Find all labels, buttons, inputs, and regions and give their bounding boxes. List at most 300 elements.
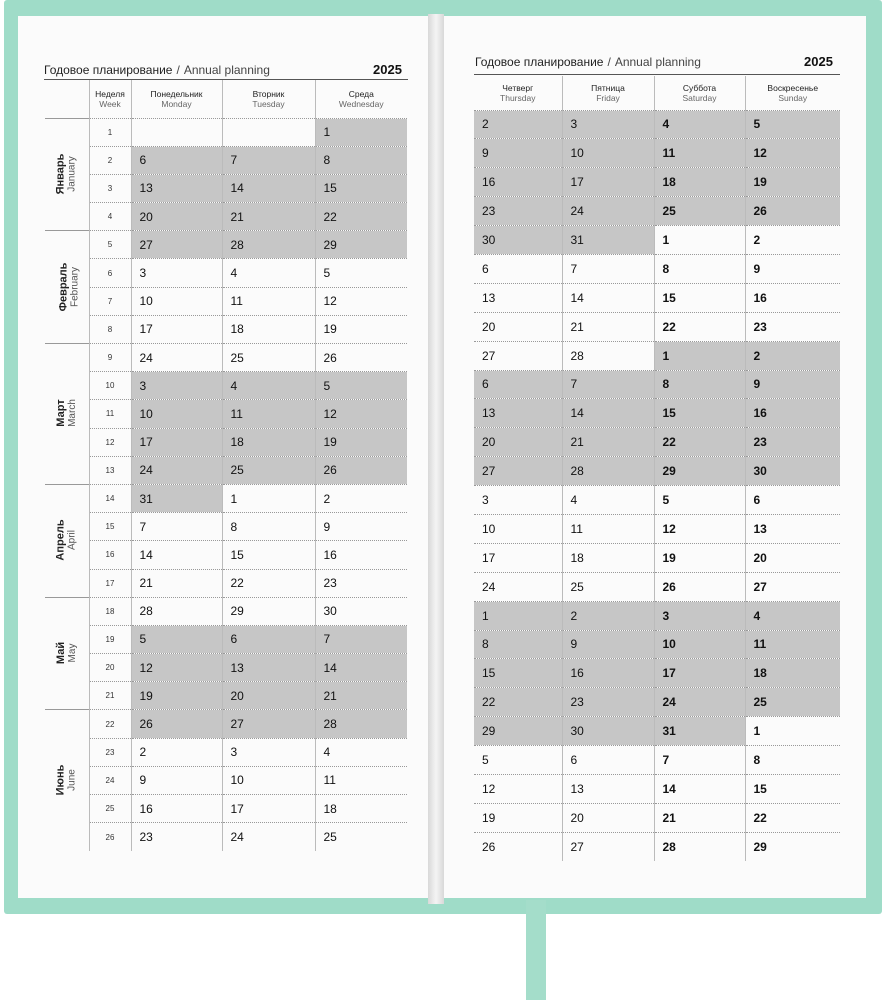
header-en: Sunday bbox=[778, 92, 808, 103]
week-row bbox=[45, 823, 407, 851]
day-cell: 21 bbox=[562, 428, 654, 457]
day-header bbox=[89, 80, 131, 118]
day-cell: 24 bbox=[222, 823, 315, 851]
week-row bbox=[474, 630, 840, 659]
day-cell: 2 bbox=[562, 601, 654, 630]
day-cell: 15 bbox=[315, 174, 407, 202]
day-cell: 17 bbox=[474, 543, 562, 572]
week-row bbox=[45, 400, 407, 428]
day-cell: 14 bbox=[654, 774, 745, 803]
week-number: 9 bbox=[89, 344, 131, 372]
day-cell: 27 bbox=[474, 341, 562, 370]
week-row bbox=[45, 484, 407, 512]
day-cell: 12 bbox=[474, 774, 562, 803]
day-cell: 8 bbox=[654, 370, 745, 399]
week-row bbox=[45, 344, 407, 372]
day-cell: 6 bbox=[474, 370, 562, 399]
day-cell: 29 bbox=[222, 597, 315, 625]
day-cell: 27 bbox=[745, 572, 840, 601]
day-cell: 18 bbox=[654, 168, 745, 197]
title-ru: Годовое планирование bbox=[475, 55, 604, 69]
week-number: 2 bbox=[89, 146, 131, 174]
day-cell: 23 bbox=[474, 197, 562, 226]
day-cell: 13 bbox=[474, 283, 562, 312]
day-cell: 8 bbox=[474, 630, 562, 659]
day-cell: 16 bbox=[562, 659, 654, 688]
month-ru: Февраль bbox=[57, 262, 70, 312]
day-cell: 18 bbox=[222, 315, 315, 343]
day-cell: 11 bbox=[315, 766, 407, 794]
day-cell: 28 bbox=[562, 341, 654, 370]
day-cell: 25 bbox=[745, 688, 840, 717]
week-row bbox=[474, 543, 840, 572]
header-en: Friday bbox=[596, 92, 620, 103]
week-row bbox=[45, 174, 407, 202]
day-cell: 13 bbox=[562, 774, 654, 803]
week-number: 20 bbox=[89, 654, 131, 682]
day-cell: 21 bbox=[562, 312, 654, 341]
week-row bbox=[45, 654, 407, 682]
day-cell: 21 bbox=[222, 203, 315, 231]
day-cell: 26 bbox=[474, 832, 562, 861]
day-cell: 22 bbox=[654, 312, 745, 341]
title-en: Annual planning bbox=[183, 63, 270, 77]
day-cell: 23 bbox=[315, 569, 407, 597]
day-cell: 6 bbox=[562, 746, 654, 775]
week-row bbox=[474, 832, 840, 861]
day-cell: 27 bbox=[131, 231, 222, 259]
month-en: May bbox=[66, 643, 78, 663]
week-row bbox=[45, 118, 407, 146]
day-cell: 3 bbox=[474, 486, 562, 515]
day-cell: 5 bbox=[315, 372, 407, 400]
day-cell: 14 bbox=[562, 283, 654, 312]
header-en: Week bbox=[99, 98, 121, 109]
day-cell: 19 bbox=[654, 543, 745, 572]
week-row bbox=[474, 717, 840, 746]
week-row bbox=[474, 168, 840, 197]
week-row bbox=[45, 456, 407, 484]
day-cell: 9 bbox=[562, 630, 654, 659]
header-en: Monday bbox=[161, 98, 192, 109]
header-ru: Среда bbox=[348, 88, 374, 99]
day-cell: 24 bbox=[131, 456, 222, 484]
week-row bbox=[45, 766, 407, 794]
day-header bbox=[315, 80, 407, 118]
day-header bbox=[222, 80, 315, 118]
header-ru: Пятница bbox=[591, 82, 625, 93]
week-number: 12 bbox=[89, 428, 131, 456]
day-cell: 14 bbox=[562, 399, 654, 428]
week-row bbox=[45, 287, 407, 315]
day-cell: 14 bbox=[315, 654, 407, 682]
day-cell: 15 bbox=[654, 283, 745, 312]
day-cell: 3 bbox=[131, 372, 222, 400]
day-cell: 11 bbox=[745, 630, 840, 659]
day-cell: 2 bbox=[474, 110, 562, 139]
day-cell: 24 bbox=[474, 572, 562, 601]
day-cell: 10 bbox=[222, 766, 315, 794]
day-cell: 7 bbox=[562, 254, 654, 283]
day-cell: 10 bbox=[474, 514, 562, 543]
week-row bbox=[45, 710, 407, 738]
week-row bbox=[474, 370, 840, 399]
day-cell: 3 bbox=[654, 601, 745, 630]
day-cell: 27 bbox=[222, 710, 315, 738]
day-cell: 26 bbox=[315, 456, 407, 484]
day-cell: 17 bbox=[562, 168, 654, 197]
week-number: 1 bbox=[89, 118, 131, 146]
day-cell: 8 bbox=[745, 746, 840, 775]
day-cell: 15 bbox=[745, 774, 840, 803]
day-cell: 4 bbox=[654, 110, 745, 139]
day-cell: 11 bbox=[654, 139, 745, 168]
day-cell: 17 bbox=[654, 659, 745, 688]
week-number: 4 bbox=[89, 203, 131, 231]
day-cell: 5 bbox=[315, 259, 407, 287]
day-cell: 9 bbox=[131, 766, 222, 794]
day-cell: 5 bbox=[745, 110, 840, 139]
day-cell: 31 bbox=[562, 226, 654, 255]
day-cell: 9 bbox=[745, 254, 840, 283]
day-cell: 17 bbox=[222, 795, 315, 823]
day-cell: 26 bbox=[745, 197, 840, 226]
week-number: 3 bbox=[89, 174, 131, 202]
day-cell: 25 bbox=[562, 572, 654, 601]
week-row bbox=[45, 259, 407, 287]
week-row bbox=[474, 774, 840, 803]
day-cell: 3 bbox=[562, 110, 654, 139]
day-cell: 3 bbox=[131, 259, 222, 287]
day-cell: 6 bbox=[222, 625, 315, 653]
day-cell: 22 bbox=[315, 203, 407, 231]
day-cell: 28 bbox=[222, 231, 315, 259]
week-row bbox=[474, 601, 840, 630]
day-cell: 7 bbox=[654, 746, 745, 775]
left-page-year: 2025 bbox=[373, 62, 402, 77]
day-cell: 1 bbox=[654, 341, 745, 370]
day-cell: 21 bbox=[315, 682, 407, 710]
day-cell: 22 bbox=[654, 428, 745, 457]
day-cell: 28 bbox=[562, 457, 654, 486]
day-cell: 30 bbox=[315, 597, 407, 625]
month-en: March bbox=[66, 399, 78, 428]
day-cell: 14 bbox=[131, 541, 222, 569]
month-ru: Апрель bbox=[54, 519, 67, 561]
week-number: 11 bbox=[89, 400, 131, 428]
day-cell: 1 bbox=[745, 717, 840, 746]
day-cell: 1 bbox=[315, 118, 407, 146]
day-cell: 1 bbox=[474, 601, 562, 630]
day-cell: 18 bbox=[745, 659, 840, 688]
day-cell: 12 bbox=[315, 287, 407, 315]
day-cell: 21 bbox=[654, 803, 745, 832]
day-cell bbox=[131, 118, 222, 146]
left-page-title: Годовое планирование / Annual planning bbox=[44, 63, 270, 77]
week-row bbox=[45, 231, 407, 259]
week-number: 21 bbox=[89, 682, 131, 710]
day-header bbox=[474, 76, 562, 110]
day-cell: 13 bbox=[131, 174, 222, 202]
day-cell: 13 bbox=[222, 654, 315, 682]
week-row bbox=[45, 625, 407, 653]
day-cell: 6 bbox=[474, 254, 562, 283]
week-number: 8 bbox=[89, 315, 131, 343]
week-row bbox=[45, 203, 407, 231]
week-number: 14 bbox=[89, 484, 131, 512]
month-en: February bbox=[69, 266, 81, 307]
week-row bbox=[474, 312, 840, 341]
right-page-year: 2025 bbox=[804, 54, 833, 69]
month-label bbox=[45, 231, 89, 344]
day-cell: 10 bbox=[131, 287, 222, 315]
week-row bbox=[45, 513, 407, 541]
day-cell: 8 bbox=[654, 254, 745, 283]
day-cell: 29 bbox=[654, 457, 745, 486]
right-calendar-grid bbox=[474, 76, 840, 861]
week-row bbox=[474, 688, 840, 717]
day-cell: 10 bbox=[562, 139, 654, 168]
week-row bbox=[474, 110, 840, 139]
header-ru: Четверг bbox=[502, 82, 534, 93]
day-cell: 4 bbox=[222, 259, 315, 287]
day-cell: 30 bbox=[562, 717, 654, 746]
day-cell: 7 bbox=[562, 370, 654, 399]
month-label-text bbox=[55, 400, 79, 428]
week-number: 17 bbox=[89, 569, 131, 597]
month-ru: Июнь bbox=[54, 764, 67, 796]
week-number: 22 bbox=[89, 710, 131, 738]
header-en: Saturday bbox=[682, 92, 717, 103]
day-cell: 7 bbox=[131, 513, 222, 541]
day-cell: 14 bbox=[222, 174, 315, 202]
week-row bbox=[474, 197, 840, 226]
day-cell: 25 bbox=[315, 823, 407, 851]
week-number: 10 bbox=[89, 372, 131, 400]
month-ru: Январь bbox=[54, 153, 67, 195]
day-cell: 20 bbox=[474, 312, 562, 341]
week-row bbox=[474, 486, 840, 515]
day-cell: 19 bbox=[474, 803, 562, 832]
day-cell: 5 bbox=[131, 625, 222, 653]
week-row bbox=[45, 541, 407, 569]
day-cell: 17 bbox=[131, 315, 222, 343]
right-page-title: Годовое планирование / Annual planning bbox=[475, 55, 701, 69]
day-cell: 1 bbox=[222, 484, 315, 512]
week-number: 26 bbox=[89, 823, 131, 851]
day-cell: 16 bbox=[315, 541, 407, 569]
day-cell: 9 bbox=[745, 370, 840, 399]
day-cell: 1 bbox=[654, 226, 745, 255]
day-cell: 15 bbox=[222, 541, 315, 569]
day-cell: 7 bbox=[222, 146, 315, 174]
day-cell: 25 bbox=[222, 344, 315, 372]
day-cell: 16 bbox=[745, 283, 840, 312]
week-row bbox=[474, 254, 840, 283]
day-cell: 2 bbox=[315, 484, 407, 512]
day-cell: 27 bbox=[474, 457, 562, 486]
day-cell: 19 bbox=[131, 682, 222, 710]
day-cell: 29 bbox=[315, 231, 407, 259]
day-cell: 23 bbox=[131, 823, 222, 851]
day-cell: 30 bbox=[745, 457, 840, 486]
month-label bbox=[45, 597, 89, 710]
week-number: 6 bbox=[89, 259, 131, 287]
week-row bbox=[474, 399, 840, 428]
header-en: Thursday bbox=[500, 92, 536, 103]
day-cell: 26 bbox=[131, 710, 222, 738]
day-cell: 24 bbox=[562, 197, 654, 226]
month-header-blank bbox=[45, 80, 89, 118]
week-row bbox=[45, 795, 407, 823]
week-number: 24 bbox=[89, 766, 131, 794]
week-row bbox=[45, 597, 407, 625]
day-cell: 13 bbox=[745, 514, 840, 543]
week-number: 23 bbox=[89, 738, 131, 766]
week-row bbox=[474, 283, 840, 312]
day-cell: 24 bbox=[654, 688, 745, 717]
month-en: June bbox=[66, 769, 78, 791]
day-header bbox=[745, 76, 840, 110]
day-cell: 21 bbox=[131, 569, 222, 597]
day-cell: 4 bbox=[222, 372, 315, 400]
week-row bbox=[474, 457, 840, 486]
day-cell: 15 bbox=[474, 659, 562, 688]
day-cell: 16 bbox=[131, 795, 222, 823]
day-cell: 16 bbox=[745, 399, 840, 428]
book-spine bbox=[428, 14, 444, 904]
day-cell: 29 bbox=[474, 717, 562, 746]
day-cell: 7 bbox=[315, 625, 407, 653]
day-cell: 12 bbox=[315, 400, 407, 428]
day-cell: 6 bbox=[745, 486, 840, 515]
right-title-rule bbox=[474, 74, 840, 75]
header-en: Wednesday bbox=[338, 98, 384, 109]
month-en: January bbox=[66, 156, 78, 192]
day-cell: 11 bbox=[222, 400, 315, 428]
day-cell: 18 bbox=[222, 428, 315, 456]
day-cell: 12 bbox=[654, 514, 745, 543]
day-cell: 12 bbox=[745, 139, 840, 168]
day-cell: 3 bbox=[222, 738, 315, 766]
day-cell: 27 bbox=[562, 832, 654, 861]
week-row bbox=[474, 514, 840, 543]
week-number: 18 bbox=[89, 597, 131, 625]
day-cell: 8 bbox=[315, 146, 407, 174]
day-cell: 23 bbox=[745, 428, 840, 457]
day-cell: 20 bbox=[562, 803, 654, 832]
day-header bbox=[131, 80, 222, 118]
day-cell: 9 bbox=[315, 513, 407, 541]
month-label-text bbox=[57, 262, 81, 311]
day-cell: 11 bbox=[222, 287, 315, 315]
month-ru: Май bbox=[54, 641, 67, 665]
day-cell: 20 bbox=[222, 682, 315, 710]
week-row bbox=[474, 659, 840, 688]
day-header bbox=[562, 76, 654, 110]
header-ru: Вторник bbox=[252, 88, 285, 99]
day-cell: 5 bbox=[654, 486, 745, 515]
week-number: 25 bbox=[89, 795, 131, 823]
month-label bbox=[45, 344, 89, 485]
day-cell bbox=[222, 118, 315, 146]
header-ru: Суббота bbox=[682, 82, 717, 93]
header-ru: Неделя bbox=[95, 88, 125, 99]
day-cell: 31 bbox=[131, 484, 222, 512]
week-row bbox=[45, 372, 407, 400]
day-cell: 28 bbox=[654, 832, 745, 861]
day-cell: 12 bbox=[131, 654, 222, 682]
week-row bbox=[474, 226, 840, 255]
day-cell: 10 bbox=[654, 630, 745, 659]
week-row bbox=[45, 315, 407, 343]
title-en: Annual planning bbox=[614, 55, 701, 69]
week-row bbox=[474, 341, 840, 370]
day-cell: 31 bbox=[654, 717, 745, 746]
day-cell: 22 bbox=[222, 569, 315, 597]
day-cell: 26 bbox=[315, 344, 407, 372]
bookmark-ribbon bbox=[526, 900, 546, 1000]
day-cell: 4 bbox=[315, 738, 407, 766]
week-row bbox=[45, 682, 407, 710]
day-cell: 15 bbox=[654, 399, 745, 428]
week-row bbox=[45, 738, 407, 766]
week-row bbox=[45, 428, 407, 456]
day-cell: 28 bbox=[131, 597, 222, 625]
week-row bbox=[474, 746, 840, 775]
day-cell: 10 bbox=[131, 400, 222, 428]
month-en: April bbox=[66, 530, 78, 551]
header-row bbox=[474, 76, 840, 110]
day-cell: 22 bbox=[745, 803, 840, 832]
week-row bbox=[474, 803, 840, 832]
day-cell: 30 bbox=[474, 226, 562, 255]
day-cell: 20 bbox=[474, 428, 562, 457]
day-cell: 20 bbox=[131, 203, 222, 231]
week-number: 7 bbox=[89, 287, 131, 315]
day-cell: 26 bbox=[654, 572, 745, 601]
month-label-text bbox=[55, 765, 79, 796]
day-cell: 25 bbox=[222, 456, 315, 484]
day-cell: 4 bbox=[562, 486, 654, 515]
month-label-text bbox=[55, 153, 79, 194]
day-cell: 18 bbox=[315, 795, 407, 823]
week-row bbox=[45, 146, 407, 174]
day-cell: 22 bbox=[474, 688, 562, 717]
month-label-text bbox=[55, 520, 79, 561]
week-number: 5 bbox=[89, 231, 131, 259]
day-cell: 16 bbox=[474, 168, 562, 197]
header-ru: Воскресенье bbox=[767, 82, 819, 93]
week-row bbox=[474, 572, 840, 601]
day-cell: 11 bbox=[562, 514, 654, 543]
day-cell: 18 bbox=[562, 543, 654, 572]
header-row bbox=[45, 80, 407, 118]
month-label-text bbox=[55, 642, 79, 664]
day-cell: 5 bbox=[474, 746, 562, 775]
day-cell: 8 bbox=[222, 513, 315, 541]
month-label bbox=[45, 710, 89, 851]
header-en: Tuesday bbox=[252, 98, 285, 109]
title-ru: Годовое планирование bbox=[44, 63, 173, 77]
header-ru: Понедельник bbox=[150, 88, 203, 99]
week-number: 16 bbox=[89, 541, 131, 569]
month-label bbox=[45, 484, 89, 597]
week-row bbox=[474, 428, 840, 457]
day-cell: 2 bbox=[131, 738, 222, 766]
week-number: 15 bbox=[89, 513, 131, 541]
week-row bbox=[474, 139, 840, 168]
